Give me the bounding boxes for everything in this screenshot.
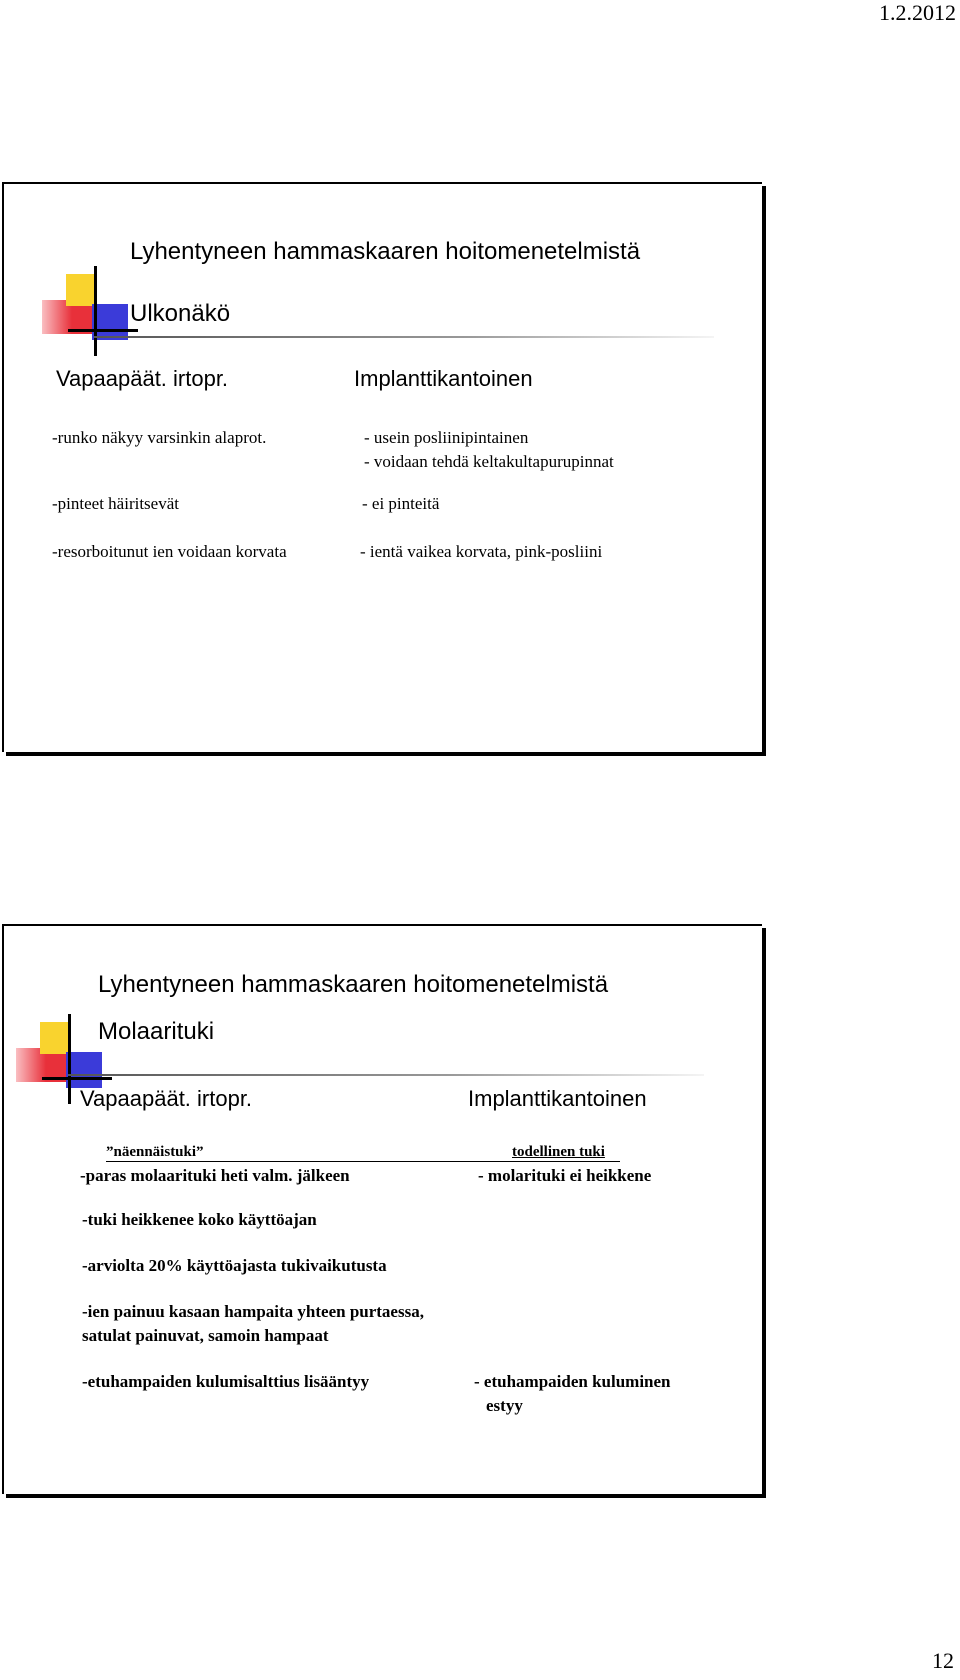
slide-molaarituki <box>2 924 762 1494</box>
right-item: - molarituki ei heikkene <box>478 1166 652 1185</box>
right-item: - etuhampaiden kuluminen <box>474 1372 671 1391</box>
right-item: - usein posliinipintainen <box>364 428 529 447</box>
subheading-underline <box>106 1161 620 1162</box>
left-column-heading: Vapaapäät. irtopr. <box>80 1086 253 1111</box>
right-item: estyy <box>486 1396 523 1415</box>
left-item: -paras molaarituki heti valm. jälkeen <box>80 1166 350 1185</box>
document-date: 1.2.2012 <box>879 0 956 25</box>
slide-ulkonako <box>2 182 762 752</box>
left-item: -resorboitunut ien voidaan korvata <box>52 542 287 561</box>
slide-title: Lyhentyneen hammaskaaren hoitomenetelmistä <box>130 238 641 265</box>
slide-title: Lyhentyneen hammaskaaren hoitomenetelmistä <box>98 971 609 998</box>
right-column-heading: Implanttikantoinen <box>354 366 533 391</box>
left-item: -pinteet häiritsevät <box>52 494 179 513</box>
title-divider <box>68 1074 704 1076</box>
left-column-heading: Vapaapäät. irtopr. <box>56 366 229 391</box>
right-column-heading: Implanttikantoinen <box>468 1086 647 1111</box>
page-number: 12 <box>932 1648 954 1673</box>
left-item: -ien painuu kasaan hampaita yhteen purtaessa, <box>82 1302 424 1321</box>
left-item: -runko näkyy varsinkin alaprot. <box>52 428 267 447</box>
slide-subtitle: Ulkonäkö <box>130 300 231 327</box>
right-subheading: todellinen tuki <box>512 1144 605 1160</box>
right-item: - voidaan tehdä keltakultapurupinnat <box>364 452 614 471</box>
right-item: - ientä vaikea korvata, pink-posliini <box>360 542 603 561</box>
title-divider <box>94 336 714 338</box>
left-item: satulat painuvat, samoin hampaat <box>82 1326 329 1345</box>
right-item: - ei pinteitä <box>362 494 440 513</box>
slide-subtitle: Molaarituki <box>98 1018 215 1045</box>
slide-logo-icon <box>32 266 122 356</box>
left-item: -arviolta 20% käyttöajasta tukivaikutusta <box>82 1256 387 1275</box>
left-subheading: ”näennäistuki” <box>106 1144 204 1160</box>
left-item: -etuhampaiden kulumisalttius lisääntyy <box>82 1372 370 1391</box>
left-item: -tuki heikkenee koko käyttöajan <box>82 1210 317 1229</box>
